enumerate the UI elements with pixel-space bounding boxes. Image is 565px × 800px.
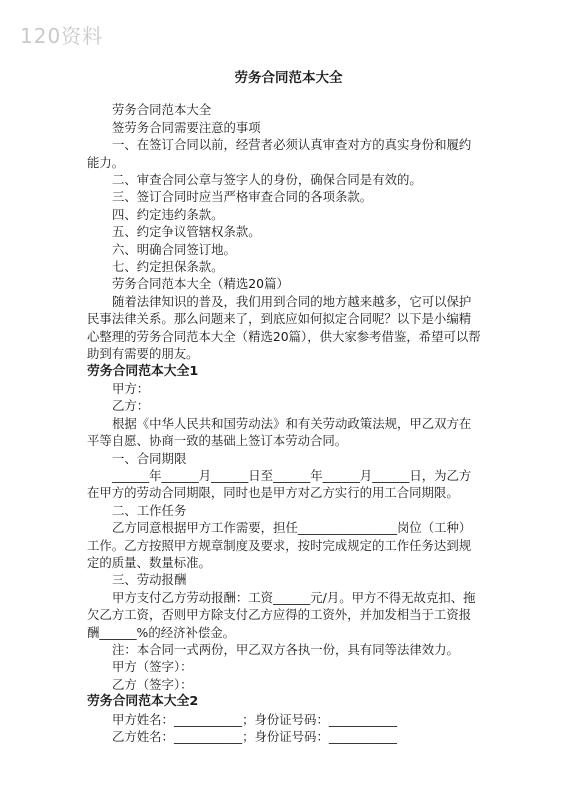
paragraph: 五、约定争议管辖权条款。 [112, 224, 261, 240]
section-heading: 劳务合同范本大全2 [87, 694, 199, 710]
paragraph: 签劳务合同需要注意的事项 [112, 119, 261, 135]
paragraph: 乙方姓名：___________；身份证号码：___________ [112, 729, 397, 745]
paragraph: 乙方同意根据甲方工作需要，担任________________岗位（工种）工作。乙方按照甲方规章制度及要求，按时完成规定的工作任务达到规定的质量、数量标准。 [87, 520, 472, 570]
paragraph: 三、劳动报酬 [112, 572, 187, 588]
paragraph: 三、签订合同时应当严格审查合同的各项条款。 [112, 189, 373, 205]
document-page [87, 70, 482, 745]
paragraph: 劳务合同范本大全 [112, 102, 212, 118]
watermark: 120资料 [20, 24, 104, 48]
paragraph: 乙方（签字）： [112, 676, 193, 692]
paragraph: 随着法律知识的普及，我们用到合同的地方越来越多，它可以保护民事法律关系。那么问题来了，到底应如何拟定合同呢？以下是小编精心整理的劳务合同范本大全（精选20篇），供大家参考借鉴，希望可以帮助到有需要的朋友。 [87, 293, 481, 362]
paragraph: 根据《中华人民共和国劳动法》和有关劳动政策法规，甲乙双方在平等自愿、协商一致的基础上签订本劳动合同。 [87, 415, 472, 449]
section-heading: 劳务合同范本大全1 [87, 363, 199, 379]
document-body [87, 101, 482, 745]
paragraph: 二、工作任务 [112, 502, 187, 518]
paragraph: 四、约定违约条款。 [112, 206, 224, 222]
paragraph: ______年______月______日至______年______月______日，为乙方在甲方的劳动合同期限，同时也是甲方对乙方实行的用工合同期限。 [87, 467, 472, 501]
paragraph: 甲方姓名：___________；身份证号码：___________ [112, 711, 397, 727]
paragraph: 七、约定担保条款。 [112, 259, 224, 275]
document-title: 劳务合同范本大全 [234, 70, 343, 86]
paragraph: 甲方： [112, 380, 150, 396]
paragraph: 劳务合同范本大全（精选20篇） [112, 276, 289, 292]
paragraph: 甲方（签字）： [112, 659, 193, 675]
paragraph: 六、明确合同签订地。 [112, 241, 236, 257]
paragraph: 乙方： [112, 398, 150, 414]
paragraph: 甲方支付乙方劳动报酬：工资______元/月。甲方不得无故克扣、拖欠乙方工资，否则甲方除支付乙方应得的工资外，并加发相当于工资报酬______%的经济补偿金。 [87, 589, 476, 640]
paragraph: 二、审查合同公章与签字人的身份，确保合同是有效的。 [112, 172, 422, 188]
paragraph: 一、合同期限 [112, 450, 187, 466]
paragraph: 注：本合同一式两份，甲乙双方各执一份，具有同等法律效力。 [112, 642, 459, 657]
paragraph: 一、在签订合同以前，经营者必须认真审查对方的真实身份和履约能力。 [87, 137, 472, 170]
